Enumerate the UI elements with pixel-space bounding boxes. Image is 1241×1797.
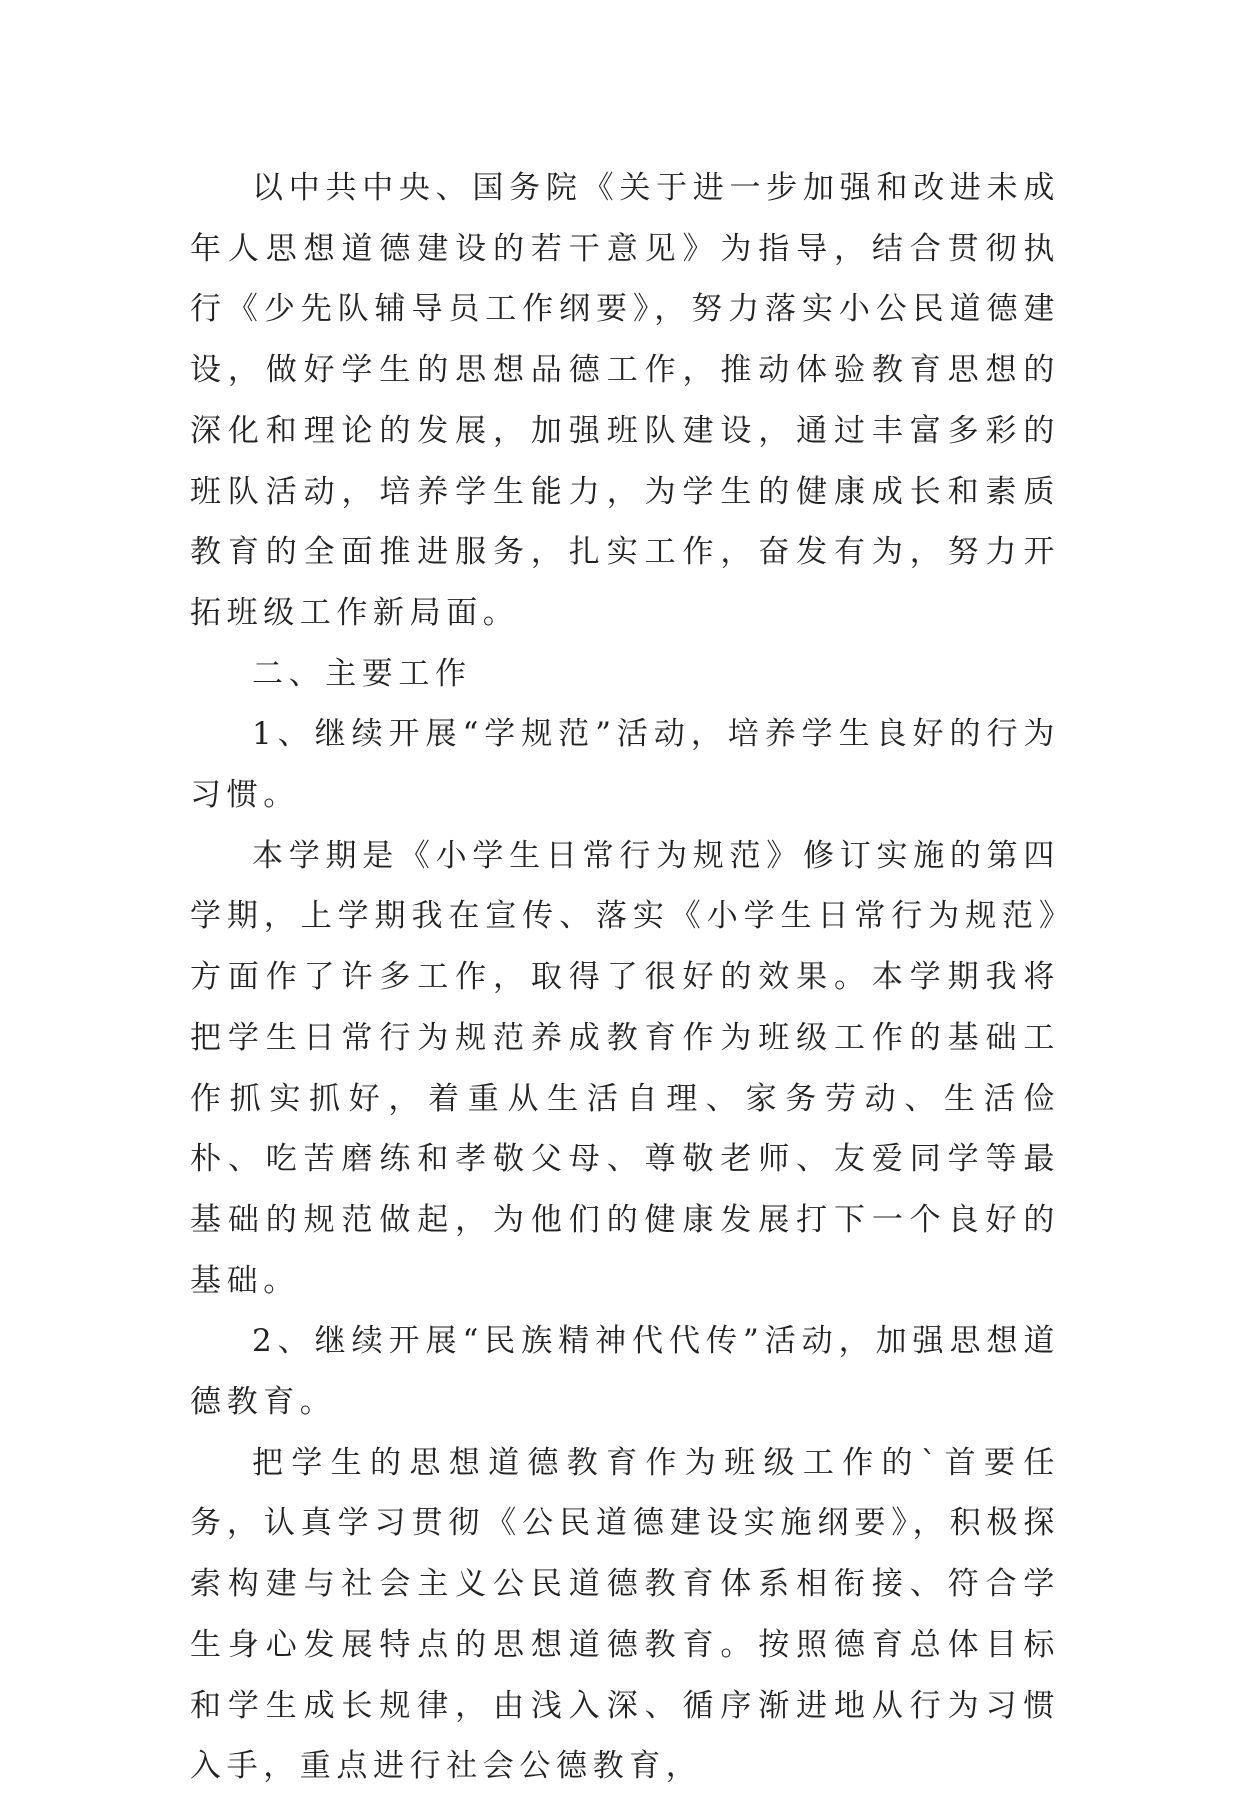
paragraph-item-1: 本学期是《小学生日常行为规范》修订实施的第四学期，上学期我在宣传、落实《小学生日常行为规范》方面作了许多工作，取得了很好的效果。本学期我将把学生日常行为规范养成教育作为班级工作的基础工作抓实抓好，着重从生活自理、家务劳动、生活俭朴、吃苦磨练和孝敬父母、尊敬老师、友爱同学等最基础的规范做起，为他们的健康发展打下一个良好的基础。 — [190, 837, 1060, 1299]
section-heading-main-work: 二、主要工作 — [252, 655, 472, 692]
item-heading-2: 2、继续开展“民族精神代代传”活动，加强思想道德教育。 — [190, 1323, 1060, 1421]
paragraph-guiding-principle: 以中共中央、国务院《关于进一步加强和改进未成年人思想道德建设的若干意见》为指导，结合贯彻执行《少先队辅导员工作纲要》，努力落实小公民道德建设，做好学生的思想品德工作，推动体验教育思想的深化和理论的发展，加强班队建设，通过丰富多彩的班队活动，培养学生能力，为学生的健康成长和素质教育的全面推进服务，扎实工作，奋发有为，努力开拓班级工作新局面。 — [190, 170, 1060, 631]
item-heading-1: 1、继续开展“学规范”活动，培养学生良好的行为习惯。 — [190, 716, 1060, 814]
paragraph-item-2: 把学生的思想道德教育作为班级工作的`首要任务，认真学习贯彻《公民道德建设实施纲要》，积极探索构建与社会主义公民道德教育体系相衔接、符合学生身心发展特点的思想道德教育。按照德育总体目标和学生成长规律，由浅入深、循序渐进地从行为习惯入手，重点进行社会公德教育， — [190, 1444, 1060, 1785]
document-body — [190, 158, 1060, 1797]
